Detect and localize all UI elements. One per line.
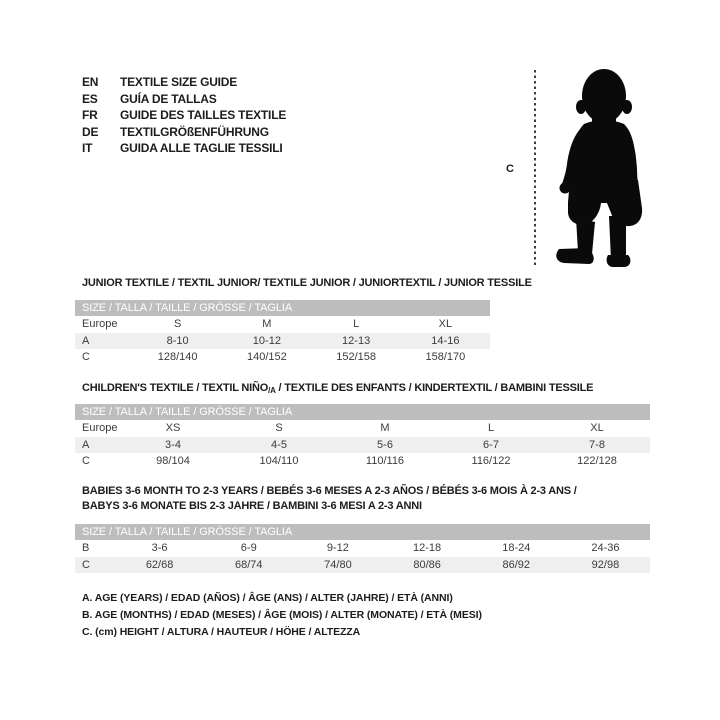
row-label: Europe: [82, 422, 118, 435]
toddler-silhouette-icon: [541, 66, 663, 271]
age-cell: 8-10: [166, 334, 189, 347]
row-label: C: [82, 351, 90, 364]
childrens-textile-title: [82, 381, 593, 399]
lang-row-es: [82, 91, 286, 108]
age-cell: 5-6: [377, 438, 393, 451]
months-cell: 6-9: [240, 542, 257, 555]
babies-title: [82, 484, 577, 513]
legend-line-c: C. (cm) HEIGHT / ALTURA / HAUTEUR / HÖHE / ALTEZZA: [82, 626, 361, 638]
junior-textile-title: JUNIOR TEXTILE / TEXTIL JUNIOR/ TEXTILE JUNIOR / JUNIORTEXTIL / JUNIOR TESSILE: [82, 277, 532, 289]
table-row-height: [75, 453, 650, 470]
age-cell: 6-7: [483, 438, 499, 451]
height-cell: 80/86: [413, 558, 441, 571]
junior-textile-table: [75, 300, 490, 366]
lang-row-fr: [82, 107, 286, 124]
height-cell: 92/98: [591, 558, 620, 571]
lang-code: ES: [82, 91, 98, 106]
lang-label: GUIDA ALLE TAGLIE TESSILI: [120, 141, 283, 156]
size-cell: XS: [165, 422, 181, 435]
height-cell: 116/122: [471, 455, 511, 468]
table-row-europe: [75, 316, 490, 333]
height-cell: 140/152: [246, 351, 287, 364]
age-cell: 7-8: [589, 438, 605, 451]
title-text: CHILDREN'S TEXTILE / TEXTIL NIÑO: [82, 382, 269, 394]
size-cell: M: [262, 318, 272, 331]
height-dashed-line: [534, 70, 536, 268]
lang-label: TEXTILE SIZE GUIDE: [120, 75, 238, 90]
language-list: [82, 74, 286, 157]
lang-label: TEXTILGRÖßENFÜHRUNG: [120, 124, 269, 139]
row-label: C: [82, 455, 90, 468]
months-cell: 12-18: [413, 542, 442, 555]
babies-title-line2: BABYS 3-6 MONATE BIS 2-3 JAHRE / BAMBINI 3-6 MESI A 2-3 ANNI: [82, 499, 422, 512]
size-cell: L: [487, 422, 495, 435]
row-label: A: [82, 334, 90, 347]
months-cell: 24-36: [591, 542, 620, 555]
size-cell: S: [173, 318, 182, 331]
table-row-height: [75, 349, 490, 366]
lang-code: DE: [82, 124, 99, 139]
table-row-age: [75, 333, 490, 350]
height-cell: 152/158: [336, 351, 376, 364]
size-cell: S: [275, 422, 283, 435]
babies-title-line1: BABIES 3-6 MONTH TO 2-3 YEARS / BEBÉS 3-6 MESES A 2-3 AÑOS / BÉBÉS 3-6 MOIS À 2-3 ANS /: [82, 485, 577, 497]
title-text: / TEXTILE DES ENFANTS / KINDERTEXTIL / BAMBINI TESSILE: [275, 382, 594, 394]
height-cell: 98/104: [156, 455, 190, 468]
size-header-bar: SIZE / TALLA / TAILLE / GRÖSSE / TAGLIA: [75, 300, 490, 316]
height-label-c: C: [506, 163, 514, 175]
size-cell: M: [380, 422, 390, 435]
size-header-bar: SIZE / TALLA / TAILLE / GRÖSSE / TAGLIA: [75, 404, 650, 420]
height-cell: 128/140: [157, 351, 198, 364]
height-cell: 110/116: [365, 455, 405, 468]
months-cell: 18-24: [502, 542, 531, 555]
size-cell: XL: [438, 318, 453, 331]
lang-row-it: [82, 140, 286, 157]
months-cell: 9-12: [326, 542, 349, 555]
row-label: C: [82, 558, 90, 571]
lang-code: FR: [82, 108, 98, 123]
table-row-europe: [75, 420, 650, 437]
age-cell: 3-4: [165, 438, 181, 451]
size-cell: XL: [590, 422, 604, 435]
row-label: Europe: [82, 318, 118, 331]
legend-line-b: B. AGE (MONTHS) / EDAD (MESES) / ÂGE (MOIS) / ALTER (MONATE) / ETÀ (MESI): [82, 609, 482, 621]
size-header-bar: SIZE / TALLA / TAILLE / GRÖSSE / TAGLIA: [75, 524, 650, 540]
lang-label: GUIDE DES TAILLES TEXTILE: [120, 108, 287, 123]
babies-table: [75, 524, 650, 573]
height-cell: 68/74: [234, 558, 263, 571]
lang-row-en: [82, 74, 286, 91]
age-cell: 4-5: [271, 438, 287, 451]
age-cell: 12-13: [342, 334, 371, 347]
title-subscript: /A: [268, 386, 276, 395]
height-cell: 62/68: [145, 558, 174, 571]
table-row-months: [75, 540, 650, 557]
height-cell: 122/128: [577, 455, 617, 468]
legend-line-a: A. AGE (YEARS) / EDAD (AÑOS) / ÂGE (ANS) / ALTER (JAHRE) / ETÀ (ANNI): [82, 592, 453, 604]
lang-code: IT: [82, 141, 93, 156]
age-cell: 10-12: [252, 334, 281, 347]
legend: [82, 590, 482, 641]
height-cell: 158/170: [425, 351, 466, 364]
table-row-age: [75, 437, 650, 454]
height-cell: 74/80: [324, 558, 352, 571]
row-label: A: [82, 438, 90, 451]
height-cell: 104/110: [259, 455, 299, 468]
lang-code: EN: [82, 75, 99, 90]
age-cell: 14-16: [431, 334, 460, 347]
lang-label: GUÍA DE TALLAS: [120, 91, 217, 106]
size-cell: L: [353, 318, 360, 331]
table-row-height: [75, 557, 650, 574]
row-label: B: [82, 542, 90, 555]
months-cell: 3-6: [151, 542, 168, 555]
lang-row-de: [82, 124, 286, 141]
childrens-textile-table: [75, 404, 650, 470]
height-cell: 86/92: [502, 558, 531, 571]
